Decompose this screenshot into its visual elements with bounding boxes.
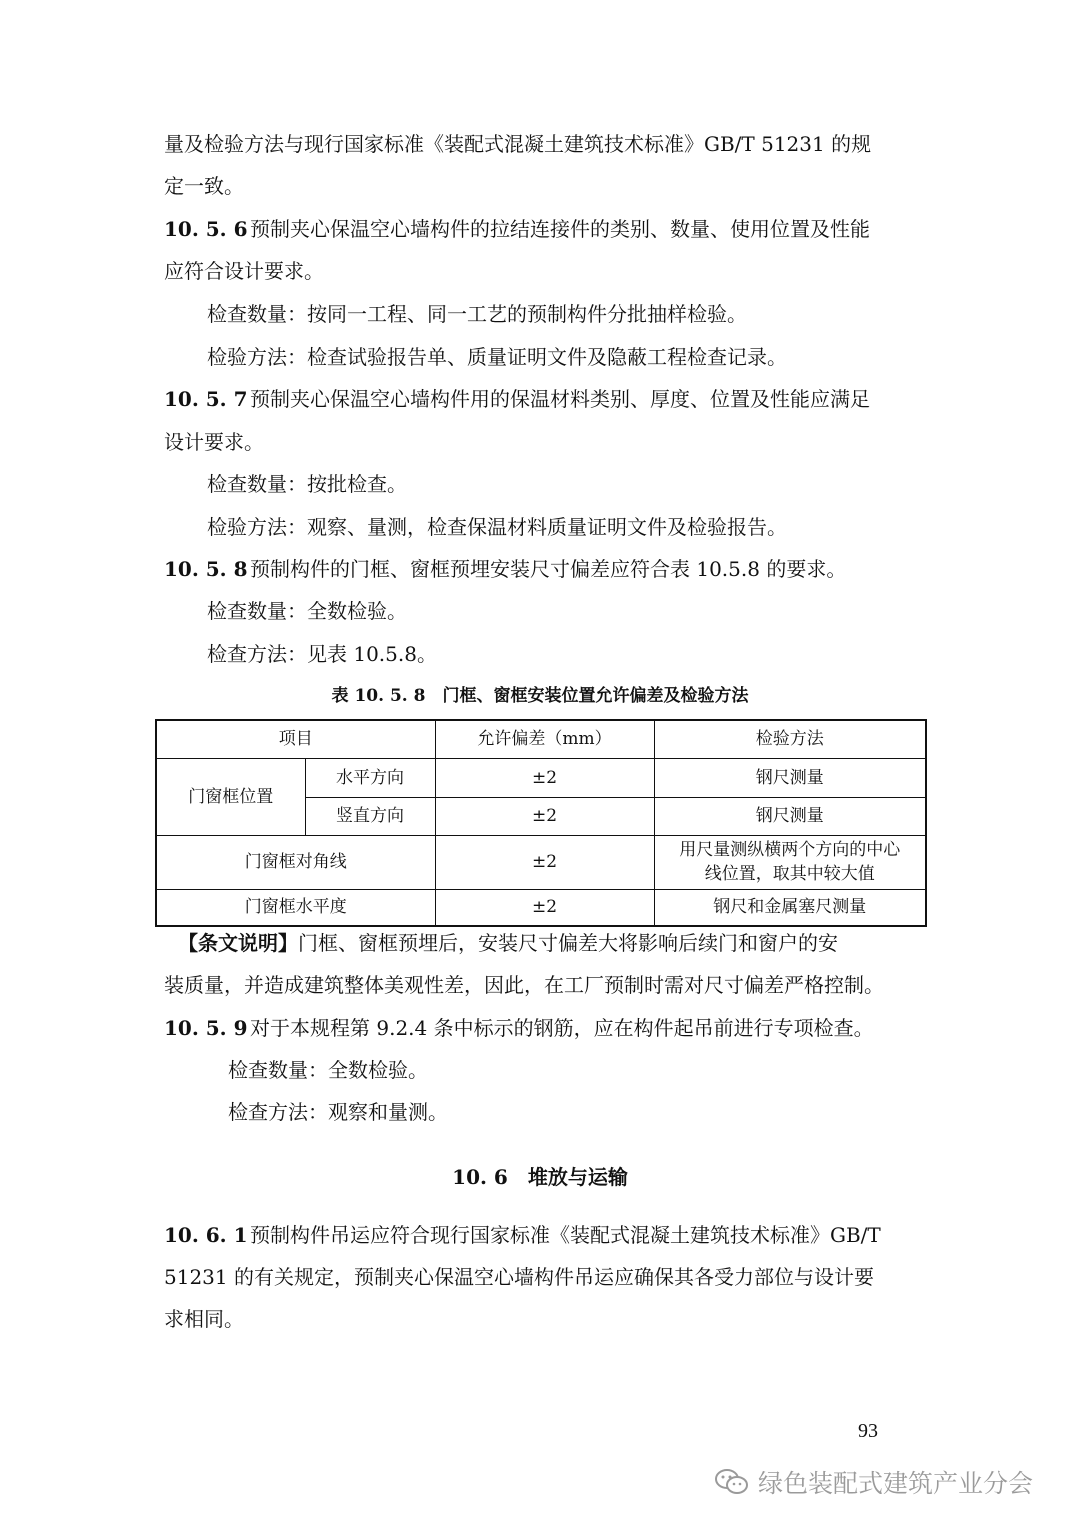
sub-item: 竖直方向 [305, 797, 435, 835]
paragraph-line: 51231 的有关规定，预制夹心保温空心墙构件吊运应确保其各受力部位与设计要 [164, 1265, 874, 1289]
table-header-row [156, 720, 926, 758]
check-method: 检查方法：观察和量测。 [228, 1100, 448, 1124]
page-number: 93 [858, 1420, 878, 1442]
sub-item: 水平方向 [305, 758, 435, 797]
paragraph-line: 装质量，并造成建筑整体美观性差，因此，在工厂预制时需对尺寸偏差严格控制。 [164, 973, 884, 997]
explanation [178, 930, 938, 956]
header-item: 项目 [156, 720, 435, 758]
table-row [156, 758, 926, 797]
method-value: 钢尺测量 [654, 758, 926, 797]
paragraph-line: 求相同。 [164, 1307, 244, 1331]
paragraph-line: 应符合设计要求。 [164, 259, 324, 283]
clause-text: 预制构件的门框、窗框预埋安装尺寸偏差应符合表 10.5.8 的要求。 [250, 557, 847, 581]
paragraph-line: 设计要求。 [164, 430, 264, 454]
group-label: 门窗框位置 [156, 758, 305, 835]
watermark [714, 1462, 1033, 1502]
clause-10-6-1 [164, 1222, 924, 1248]
tolerance-value: ±2 [435, 889, 654, 926]
table-row [156, 835, 926, 889]
header-tolerance: 允许偏差（mm） [435, 720, 654, 758]
clause-number: 10. 5. 6 [164, 217, 248, 241]
item-label: 门窗框水平度 [156, 889, 435, 926]
header-method: 检验方法 [654, 720, 926, 758]
section-title: 10. 6 堆放与运输 [452, 1165, 628, 1189]
method-line: 用尺量测纵横两个方向的中心 [679, 840, 901, 860]
method-value: 钢尺和金属塞尺测量 [654, 889, 926, 926]
clause-number: 10. 5. 8 [164, 557, 248, 581]
check-method: 检查方法：见表 10.5.8。 [207, 642, 437, 666]
watermark-text: 绿色装配式建筑产业分会 [758, 1469, 1034, 1498]
tolerance-value: ±2 [435, 758, 654, 797]
check-quantity: 检查数量：全数检验。 [207, 599, 407, 623]
paragraph-line: 量及检验方法与现行国家标准《装配式混凝土建筑技术标准》GB/T 51231 的规 [164, 132, 872, 156]
clause-number: 10. 5. 7 [164, 387, 248, 411]
clause-text: 对于本规程第 9.2.4 条中标示的钢筋，应在构件起吊前进行专项检查。 [250, 1016, 874, 1040]
clause-10-5-9 [164, 1015, 924, 1041]
clause-number: 10. 5. 9 [164, 1016, 248, 1040]
check-method: 检验方法：检查试验报告单、质量证明文件及隐蔽工程检查记录。 [207, 345, 787, 369]
paragraph-line: 定一致。 [164, 174, 244, 198]
wechat-icon [714, 1467, 750, 1497]
check-quantity: 检查数量：按批检查。 [207, 472, 407, 496]
item-label: 门窗框对角线 [156, 835, 435, 889]
explanation-text: 门框、窗框预埋后，安装尺寸偏差大将影响后续门和窗户的安 [298, 931, 838, 955]
method-value [654, 835, 926, 889]
explanation-label: 【条文说明】 [178, 931, 298, 955]
clause-10-5-7 [164, 386, 924, 412]
tolerance-table [155, 719, 927, 927]
tolerance-value: ±2 [435, 797, 654, 835]
method-line: 线位置，取其中较大值 [704, 864, 875, 884]
clause-10-5-8 [164, 556, 924, 582]
clause-text: 预制夹心保温空心墙构件用的保温材料类别、厚度、位置及性能应满足 [250, 387, 870, 411]
tolerance-value: ±2 [435, 835, 654, 889]
clause-text: 预制夹心保温空心墙构件的拉结连接件的类别、数量、使用位置及性能 [250, 217, 870, 241]
check-quantity: 检查数量：全数检验。 [228, 1058, 428, 1082]
check-method: 检验方法：观察、量测，检查保温材料质量证明文件及检验报告。 [207, 515, 787, 539]
table-caption: 表 10. 5. 8 门框、窗框安装位置允许偏差及检验方法 [331, 686, 749, 706]
clause-10-5-6 [164, 216, 924, 242]
method-value: 钢尺测量 [654, 797, 926, 835]
table-row [156, 889, 926, 926]
clause-number: 10. 6. 1 [164, 1223, 248, 1247]
clause-text: 预制构件吊运应符合现行国家标准《装配式混凝土建筑技术标准》GB/T [250, 1223, 881, 1247]
check-quantity: 检查数量：按同一工程、同一工艺的预制构件分批抽样检验。 [207, 302, 747, 326]
